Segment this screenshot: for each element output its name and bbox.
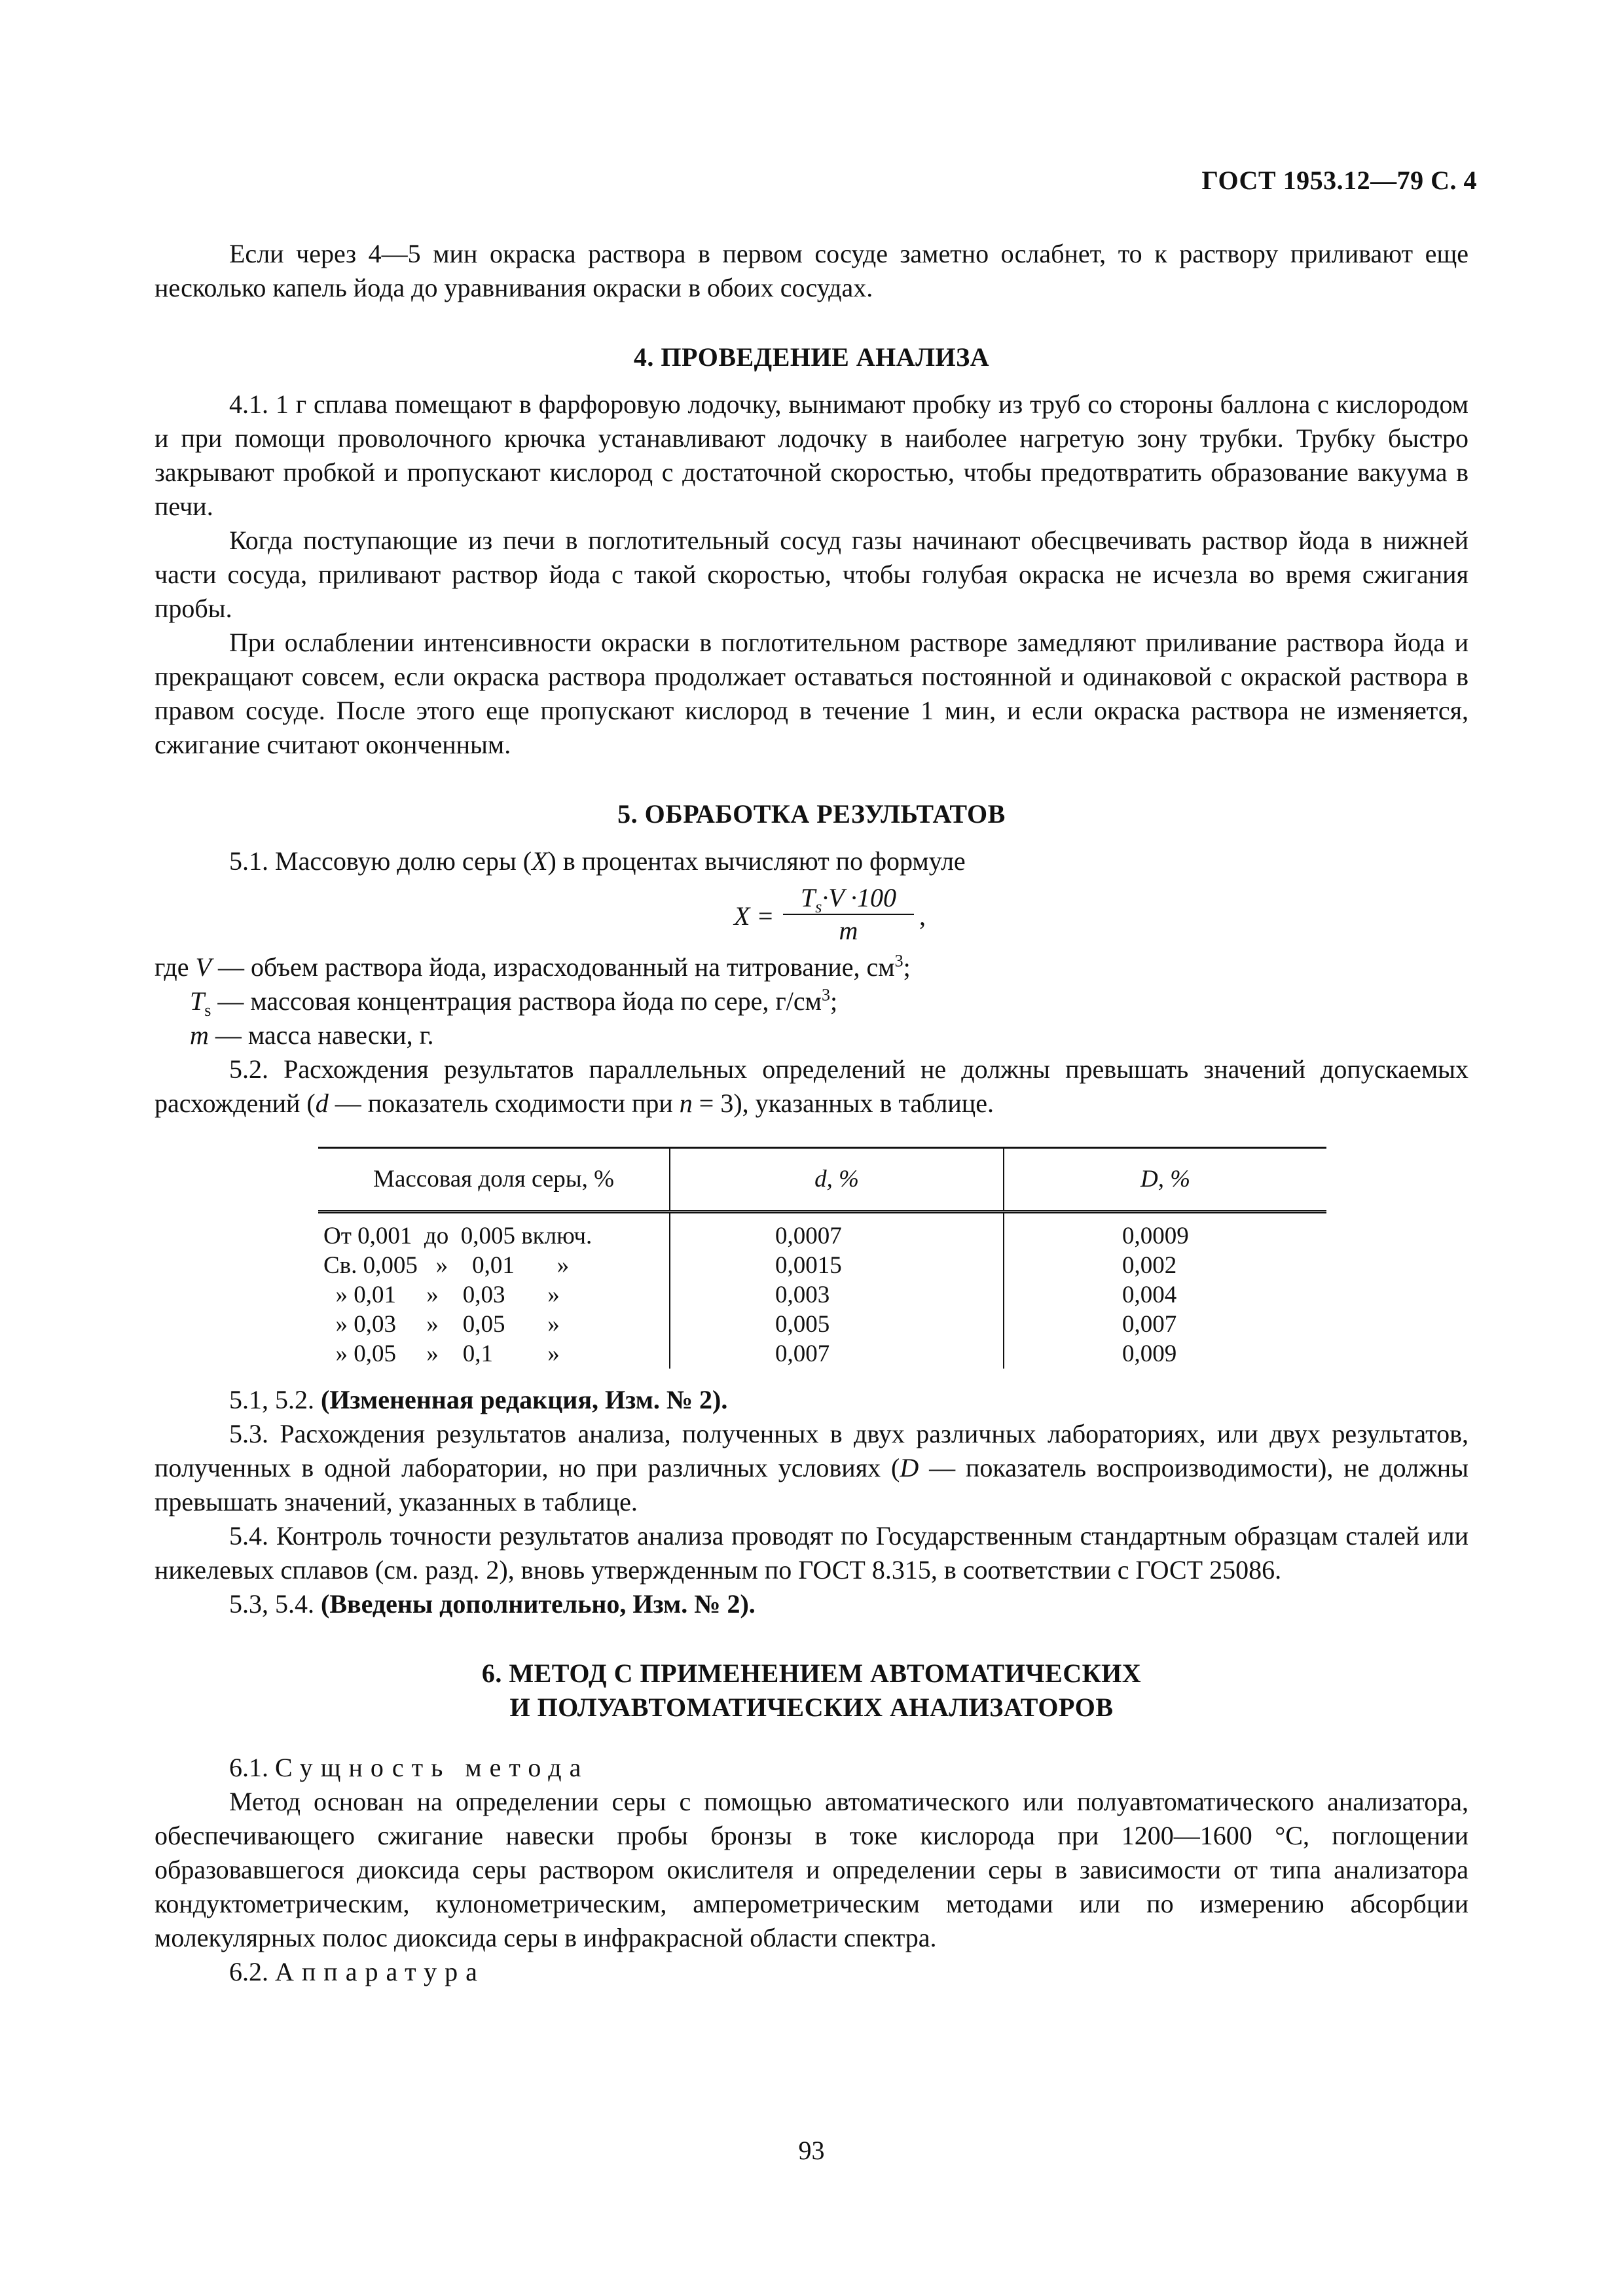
table-row (318, 1310, 1326, 1339)
formula-denominator: m (839, 916, 858, 945)
formula-numerator: $T_s\cdot V \cdot 100$ (783, 882, 914, 915)
para-6-1: Метод основан на определении серы с помощью автоматического или полуавтоматического анализатора, обеспечивающего сжигание навески пробы бронзы в токе кислорода при 1200—1600 °С, поглощении образовавшегося диоксида серы раствором окислителя и определении серы в зависимости от типа анализатора кондуктометрическим, кулонометрическим, амперометрическим методами или по измерению абсорбции молекулярных полос диоксида серы в инфракрасной области спектра. (155, 1787, 1468, 1952)
para-5-3: 5.3. Расхождения результатов анализа, полученных в двух различных лабораториях, или двух результатов, полученных в одной лаборатории, но при различных условиях (D — показатель воспроизводимости), не должны превышать значений, указанных в таблице. (155, 1419, 1468, 1516)
table-cell-D: 0,007 (1004, 1310, 1326, 1339)
formula: X = $\frac{T_s\cdot V \cdot 100}{m}$ , (734, 883, 926, 945)
table-cell-d: 0,0007 (670, 1212, 1004, 1251)
section-6-title-line-1: 6. МЕТОД С ПРИМЕНЕНИЕМ АВТОМАТИЧЕСКИХ (481, 1659, 1142, 1688)
table-row (318, 1251, 1326, 1280)
definition-m: m — масса навески, г. (190, 1020, 434, 1050)
table-header-D: D, % (1004, 1148, 1326, 1212)
running-header: ГОСТ 1953.12—79 С. 4 (1201, 166, 1477, 195)
section-4-title: 4. ПРОВЕДЕНИЕ АНАЛИЗА (633, 342, 990, 372)
table-row (318, 1212, 1326, 1251)
tolerance-table (318, 1147, 1326, 1369)
formula-fraction (783, 882, 914, 946)
table-cell-D: 0,0009 (1004, 1212, 1326, 1251)
section-5-title: 5. ОБРАБОТКА РЕЗУЛЬТАТОВ (617, 799, 1006, 829)
page-body (155, 237, 1468, 1989)
table-cell-range: » 0,01 » 0,03 » (323, 1282, 560, 1308)
table-header-mass: Массовая доля серы, % (318, 1148, 670, 1212)
definition-v: где V — объем раствора йода, израсходованный на титрование, $см^3$; (155, 951, 911, 982)
para-5-4: 5.4. Контроль точности результатов анализа проводят по Государственным стандартным образцам сталей или никелевых сплавов (см. разд. 2), вновь утвержденным по ГОСТ 8.315, в соответствии с ГОСТ 25086. (155, 1521, 1468, 1585)
para-4-1-b: Когда поступающие из печи в поглотительный сосуд газы начинают обесцвечивать раствор йода в нижней части сосуда, приливают раствор йода с такой скоростью, чтобы голубая окраска не исчезла во время сжигания пробы. (155, 526, 1468, 623)
page-number: 93 (798, 2136, 825, 2165)
section-6-title-line-2: И ПОЛУАВТОМАТИЧЕСКИХ АНАЛИЗАТОРОВ (509, 1693, 1114, 1722)
intro-paragraph: Если через 4—5 мин окраска раствора в первом сосуде заметно ослабнет, то к раствору приливают еще несколько капель йода до уравнивания окраски в обоих сосудах. (155, 239, 1468, 302)
formula-lhs: X = (734, 901, 775, 931)
table-row (318, 1280, 1326, 1310)
table-cell-d: 0,0015 (670, 1251, 1004, 1280)
table-cell-range: Св. 0,005 » 0,01 » (323, 1252, 570, 1279)
para-6-1-heading: 6.1. Сущность метода (229, 1753, 589, 1782)
table-header-d: d, % (670, 1148, 1004, 1212)
table-cell-D: 0,009 (1004, 1339, 1326, 1369)
amendment-note-1: 5.1, 5.2. (Измененная редакция, Изм. № 2). (229, 1385, 728, 1414)
table-row (318, 1339, 1326, 1369)
table-cell-d: 0,007 (670, 1339, 1004, 1369)
para-4-1-c: При ослаблении интенсивности окраски в поглотительном растворе замедляют приливание раствора йода и прекращают совсем, если окраска раствора продолжает оставаться постоянной и одинаковой с окраской раствора в правом сосуде. После этого еще пропускают кислород в течение 1 мин, и если окраска раствора не изменяется, сжигание считают оконченным. (155, 628, 1468, 759)
para-4-1: 4.1. 1 г сплава помещают в фарфоровую лодочку, вынимают пробку из труб со стороны баллона с кислородом и при помощи проволочного крючка устанавливают лодочку в наиболее нагретую зону трубки. Трубку быстро закрывают пробкой и пропускают кислород с достаточной скоростью, чтобы предотвратить образование вакуума в печи. (155, 389, 1468, 521)
amendment-note-2: 5.3, 5.4. (Введены дополнительно, Изм. № 2). (229, 1589, 756, 1619)
definition-ts: $T_s$ — массовая концентрация раствора йода по сере, $г/см^3$; (190, 985, 838, 1020)
table-cell-d: 0,003 (670, 1280, 1004, 1310)
table-cell-range: » 0,03 » 0,05 » (323, 1311, 560, 1338)
table-cell-d: 0,005 (670, 1310, 1004, 1339)
table-cell-range: » 0,05 » 0,1 » (323, 1340, 560, 1367)
table-cell-range: От 0,001 до 0,005 включ. (323, 1223, 593, 1249)
para-6-2-heading: 6.2. Аппаратура (229, 1957, 485, 1986)
table-cell-D: 0,002 (1004, 1251, 1326, 1280)
para-5-1: 5.1. Массовую долю серы (X) в процентах вычисляют по формуле (229, 846, 966, 876)
table-header-row (318, 1148, 1326, 1212)
para-5-2: 5.2. Расхождения результатов параллельных определений не должны превышать значений допускаемых расхождений (d — показатель сходимости при n = 3), указанных в таблице. (155, 1054, 1468, 1118)
table-cell-D: 0,004 (1004, 1280, 1326, 1310)
